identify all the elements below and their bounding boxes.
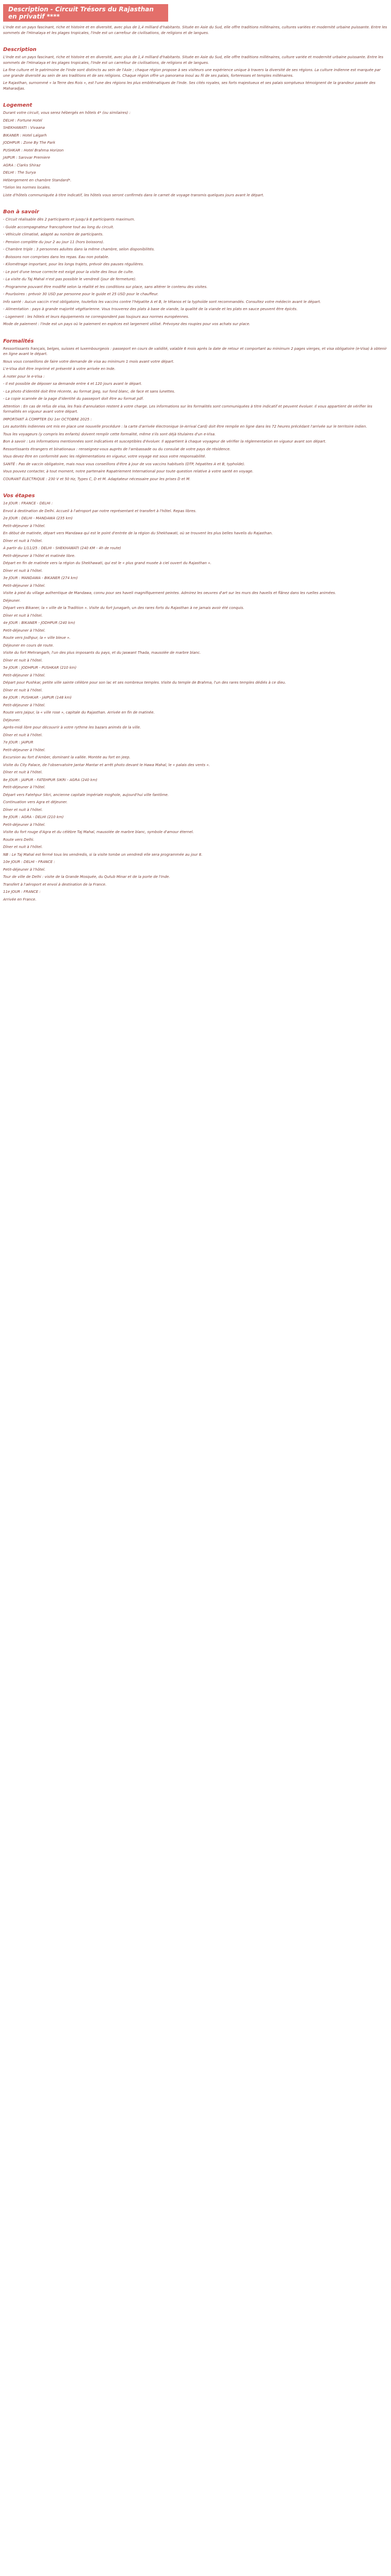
section-paragraph: 9e JOUR : AGRA - DELHI (210 km) <box>3 815 64 819</box>
section-paragraph: PUSHKAR : Hotel Brahma Horizon <box>3 148 64 152</box>
section-paragraph: Déjeuner. <box>3 718 21 722</box>
section-paragraph: Visite du City Palace, de l'observatoire Jantar Mantar et arrêt photo devant le Hawa Mahal, le « palais des vents ». <box>3 762 210 767</box>
section-paragraph: Envol à destination de Delhi. Accueil à l'aéroport par notre représentant et transfert à l'hôtel. Repas libres. <box>3 509 197 513</box>
section-paragraph: Départ vers Fatehpur Sikri, ancienne capitale impériale moghole, aujourd'hui ville fantôme. <box>3 792 169 797</box>
section-paragraph: Visite du fort rouge d'Agra et du célèbre Taj Mahal, mausolée de marbre blanc, symbole d'amour éternel. <box>3 830 194 834</box>
section-paragraph: NB : Le Taj Mahal est fermé tous les vendredis, si la visite tombe un vendredi elle sera programmée au jour 8. <box>3 852 203 857</box>
section-paragraph: Petit-déjeuner à l'hôtel. <box>3 822 46 827</box>
section-paragraph: - Kilométrage important, pour les longs trajets, prévoir des pauses régulières. <box>3 262 144 266</box>
section-paragraph: Dîner et nuit à l'hôtel. <box>3 688 43 692</box>
section-paragraph: Petit-déjeuner à l'hôtel. <box>3 748 46 752</box>
section-paragraph: SANTÉ : Pas de vaccin obligatoire, mais nous vous conseillons d'être à jour de vos vaccins habituels (DTP, hépatites A et B, typhoïde). <box>3 462 246 466</box>
section-paragraph: Route vers Delhi. <box>3 837 35 842</box>
section-paragraph: Petit-déjeuner à l'hôtel. <box>3 673 46 677</box>
section-paragraph: - Le port d'une tenue correcte est exigé pour la visite des lieux de culte. <box>3 269 134 274</box>
section-paragraph: SHEKHAWATI : Vivaana <box>3 126 45 130</box>
section-paragraph: Dîner et nuit à l'hôtel. <box>3 613 43 618</box>
section-paragraph: Mode de paiement : l'Inde est un pays où le paiement en espèces est largement utilisé. Prévoyez des roupies pour vos achats sur place. <box>3 322 251 326</box>
page <box>0 4 391 920</box>
section-paragraph: Visite du fort Mehrangarh, l'un des plus imposants du pays, et du Jaswant Thada, mausolée de marbre blanc. <box>3 651 201 655</box>
section-paragraph: - La copie scannée de la page d'identité du passeport doit être au format pdf. <box>3 397 144 401</box>
section-paragraph: Dîner et nuit à l'hôtel. <box>3 733 43 737</box>
section-paragraph: Petit-déjeuner à l'hôtel. <box>3 867 46 872</box>
section-heading: Bon à savoir <box>3 209 39 215</box>
section-paragraph: 11e JOUR : FRANCE : <box>3 890 41 894</box>
section-paragraph: Continuation vers Agra et déjeuner. <box>3 800 68 804</box>
section-paragraph: Visite à pied du village authentique de Mandawa, connu pour ses haveli magnifiquement peintes. Admirez les oeuvres d'art sur les murs des havelis et flânez dans les ruelles animées. <box>3 591 336 595</box>
section-paragraph: Durant votre circuit, vous serez hébergés en hôtels 4* (ou similaires) : <box>3 111 131 115</box>
section-paragraph: JODHPUR : Zone By The Park <box>3 141 56 145</box>
section-paragraph: L'Inde est un pays fascinant, riche et histoire et en diversité, avec plus de 1,4 milliard d'habitants. Située en Asie du Sud, elle offre traditions millénaires, culture variée et modernité urbaine puissante. Entre les sommets de l'Himalaya et les plages tropicales, l'Inde est un carrefour de civilisations, de religions et de langues. <box>3 55 383 65</box>
section-paragraph: Petit-déjeuner à l'hôtel. <box>3 583 46 588</box>
section-paragraph: La fine culture et le patrimoine de l'Inde sont distincts au sein de l'Asie ; chaque région propose à ses visiteurs une expérience unique à travers la diversité de ses régions. La culture indienne est marquée par une grande diversité au sein de ses traditions et de ses religions. Chaque région offre un panorama inouï au fil de ses palais, forteresses et temples millénaires. <box>3 68 381 78</box>
section-paragraph: Le Rajasthan, surnommé « la Terre des Rois », est l'une des régions les plus emblématiques de l'Inde. Ses cités royales, ses forts majestueux et ses palais somptueux témoignent de la grandeur passée des Maharadjas. <box>3 81 376 91</box>
section-paragraph: 8e JOUR : JAIPUR - FATEHPUR SIKRI - AGRA (240 km) <box>3 777 97 782</box>
section-heading: Vos étapes <box>3 493 35 499</box>
section-paragraph: Petit-déjeuner à l'hôtel et matinée libre. <box>3 553 76 558</box>
section-paragraph: Dîner et nuit à l'hôtel. <box>3 807 43 812</box>
section-paragraph: Dîner et nuit à l'hôtel. <box>3 538 43 543</box>
section-paragraph: - Véhicule climatisé, adapté au nombre de participants. <box>3 232 104 236</box>
section-paragraph: - La photo d'identité doit être récente, au format jpeg, sur fond blanc, de face et sans lunettes. <box>3 389 175 394</box>
section-paragraph: Hébergement en chambre Standard*. <box>3 178 72 182</box>
section-paragraph: Ressortissants français, belges, suisses et luxembourgeois : passeport en cours de validité, valable 6 mois après la date de retour et comportant au minimum 2 pages vierges, et visa obligatoire (e-Visa) à obtenir en ligne avant le départ. <box>3 346 387 356</box>
section-paragraph: AGRA : Clarks Shiraz <box>3 163 41 167</box>
section-paragraph: Tous les voyageurs (y compris les enfants) doivent remplir cette formalité, même s'ils sont déjà titulaires d'un e-Visa. <box>3 432 216 436</box>
section-paragraph: 7e JOUR : JAIPUR <box>3 740 34 744</box>
section-paragraph: - Pension complète du jour 2 au jour 11 (hors boissons). <box>3 240 105 244</box>
section-heading: Logement <box>3 103 32 108</box>
section-paragraph: DELHI : The Surya <box>3 171 36 175</box>
section-paragraph: Bon à savoir : Les informations mentionnées sont indicatives et susceptibles d'évoluer. Il appartient à chaque voyageur de vérifier la réglementation en vigueur avant son départ. <box>3 439 327 444</box>
section-paragraph: 10e JOUR : DELHI - FRANCE : <box>3 860 55 864</box>
section-paragraph: - Programme pouvant être modifié selon la réalité et les conditions sur place, sans altérer le contenu des visites. <box>3 284 208 289</box>
section-paragraph: À partir du 1/11/25 : DELHI - SHEKHAWATI (240 KM - 4h de route) <box>3 546 121 550</box>
section-paragraph: Après-midi libre pour découvrir à votre rythme les bazars animés de la ville. <box>3 725 141 730</box>
section-paragraph: Liste d'hôtels communiquée à titre indicatif, les hôtels vous seront confirmés dans le carnet de voyage transmis quelques jours avant le départ. <box>3 193 264 197</box>
section-paragraph: En début de matinée, départ vers Mandawa qui est le point d'entrée de la région du Shekhawati, où se trouvent les plus belles havelis du Rajasthan. <box>3 531 273 535</box>
sections <box>3 47 388 909</box>
section-paragraph: - Il est possible de déposer sa demande entre 4 et 120 jours avant le départ. <box>3 382 142 386</box>
section-paragraph: 2e JOUR : DELHI - MANDAWA (235 km) <box>3 516 73 520</box>
section-paragraph: BIKANER : Hotel Lalgarh <box>3 133 47 138</box>
intro-text: L'Inde est un pays fascinant, riche et histoire et en diversité, avec plus de 1,4 milliard d'habitants. Située en Asie du Sud, elle offre traditions millénaires, cultures variées et modernité urbaine puissante. Entre les sommets de l'Himalaya et les plages tropicales, l'Inde est un carrefour de civilisations, de religions et de langues. <box>3 25 387 35</box>
section-paragraph: *Selon les normes locales. <box>3 185 51 190</box>
section-paragraph: Attention : En cas de refus de visa, les frais d'annulation restent à votre charge. Les informations sur les formalités sont communiquées à titre indicatif et peuvent évoluer. Il vous appartient de vérifier les formalités en vigueur avant votre départ. <box>3 404 372 414</box>
section-paragraph: - La visite du Taj Mahal n'est pas possible le vendredi (jour de fermeture). <box>3 277 137 281</box>
section-paragraph: À noter pour le e-Visa : <box>3 374 45 379</box>
section-paragraph: Arrivée en France. <box>3 897 37 902</box>
section-paragraph: L'e-Visa doit être imprimé et présenté à votre arrivée en Inde. <box>3 367 116 371</box>
section-paragraph: Excursion au fort d'Amber, dominant la vallée. Montée au fort en jeep. <box>3 755 131 759</box>
section-paragraph: Vous devez être en conformité avec les réglementations en vigueur, votre voyage est sous votre responsabilité. <box>3 454 206 459</box>
section-heading: Description <box>3 47 37 53</box>
section-paragraph: Petit-déjeuner à l'hôtel. <box>3 628 46 633</box>
section-paragraph: Dîner et nuit à l'hôtel. <box>3 658 43 663</box>
section-paragraph: DELHI : Fortune Hotel <box>3 118 42 123</box>
section-paragraph: Dîner et nuit à l'hôtel. <box>3 845 43 849</box>
section-paragraph: 4e JOUR : BIKANER - JODHPUR (240 km) <box>3 621 75 625</box>
section-paragraph: Déjeuner. <box>3 598 21 603</box>
section-paragraph: Route vers Jaipur, la « ville rose », capitale du Rajasthan. Arrivée en fin de matinée. <box>3 710 155 715</box>
section-paragraph: Dîner et nuit à l'hôtel. <box>3 770 43 774</box>
section-paragraph: Nous vous conseillons de faire votre demande de visa au minimum 1 mois avant votre départ. <box>3 359 174 364</box>
section-paragraph: - Pourboires : prévoir 30 USD par personne pour le guide et 25 USD pour le chauffeur. <box>3 292 159 296</box>
section-paragraph: Info santé : Aucun vaccin n'est obligatoire, toutefois les vaccins contre l'hépatite A et B, le tétanos et la typhoïde sont recommandés. Consultez votre médecin avant le départ. <box>3 299 321 304</box>
section-paragraph: - Logement : les hôtels et leurs équipements ne correspondent pas toujours aux normes européennes. <box>3 314 189 319</box>
section-heading: Formalités <box>3 338 34 344</box>
section-paragraph: 1e JOUR : FRANCE - DELHI : <box>3 501 53 505</box>
section-paragraph: COURANT ÉLECTRIQUE : 230 V et 50 Hz, Types C, D et M. Adaptateur nécessaire pour les prises D et M. <box>3 477 191 481</box>
section-paragraph: Route vers Jodhpur, la « ville bleue ». <box>3 636 71 640</box>
section-paragraph: Départ vers Bikaner, la « ville de la Tradition ». Visite du fort Junagarh, un des rares forts du Rajasthan à ne jamais avoir été conquis. <box>3 606 245 610</box>
section-paragraph: 6e JOUR : PUSHKAR - JAIPUR (148 km) <box>3 696 72 700</box>
section-paragraph: IMPORTANT À COMPTER DU 1er OCTOBRE 2025 : <box>3 417 92 421</box>
section-paragraph: Transfert à l'aéroport et envol à destination de la France. <box>3 882 107 887</box>
section-paragraph: Départ pour Pushkar, petite ville sainte célèbre pour son lac et ses nombreux temples. Visite du temple de Brahma, l'un des rares temples dédiés à ce dieu. <box>3 681 286 685</box>
section-paragraph: Déjeuner en cours de route. <box>3 643 54 648</box>
section-paragraph: Tour de ville de Delhi : visite de la Grande Mosquée, du Qutub Minar et de la porte de l'Inde. <box>3 875 170 879</box>
section-paragraph: Petit-déjeuner à l'hôtel. <box>3 785 46 789</box>
section-paragraph: Départ en fin de matinée vers la région du Shekhawati, qui est le « plus grand musée à ciel ouvert du Rajasthan ». <box>3 561 211 565</box>
section-paragraph: 3e JOUR : MANDAWA - BIKANER (274 km) <box>3 576 78 580</box>
section-paragraph: Petit-déjeuner à l'hôtel. <box>3 523 46 528</box>
section-paragraph: Vous pouvez contacter, à tout moment, notre partenaire Rapatriement International pour toute question relative à votre santé en voyage. <box>3 469 254 473</box>
section-paragraph: - Alimentation : pays à grande majorité végétarienne. Vous trouverez des plats à base de viande, la qualité de la viande et les plats en sauce peuvent être épicés. <box>3 307 298 311</box>
section-paragraph: - Chambre triple : 3 personnes adultes dans la même chambre, selon disponibilités. <box>3 247 155 251</box>
section-paragraph: Ressortissants étrangers et binationaux : renseignez-vous auprès de l'ambassade ou du consulat de votre pays de résidence. <box>3 447 231 451</box>
section-paragraph: JAIPUR : Sarovar Premiere <box>3 156 51 160</box>
section-paragraph: - Guide accompagnateur francophone tout au long du circuit. <box>3 225 115 229</box>
section-paragraph: 5e JOUR : JODHPUR - PUSHKAR (210 km) <box>3 666 77 670</box>
section-paragraph: - Boissons non comprises dans les repas. Eau non potable. <box>3 255 109 259</box>
page-title: Description - Circuit Trésors du Rajasthan en privatif **** <box>3 4 168 22</box>
section-paragraph: Petit-déjeuner à l'hôtel. <box>3 703 46 707</box>
section-paragraph: - Circuit réalisable dès 2 participants et jusqu'à 8 participants maximum. <box>3 217 135 222</box>
section-paragraph: Les autorités indiennes ont mis en place une nouvelle procédure : la carte d'arrivée électronique (e-Arrival Card) doit être remplie en ligne dans les 72 heures précédant l'arrivée sur le territoire indien. <box>3 425 367 429</box>
section-paragraph: Dîner et nuit à l'hôtel. <box>3 568 43 573</box>
